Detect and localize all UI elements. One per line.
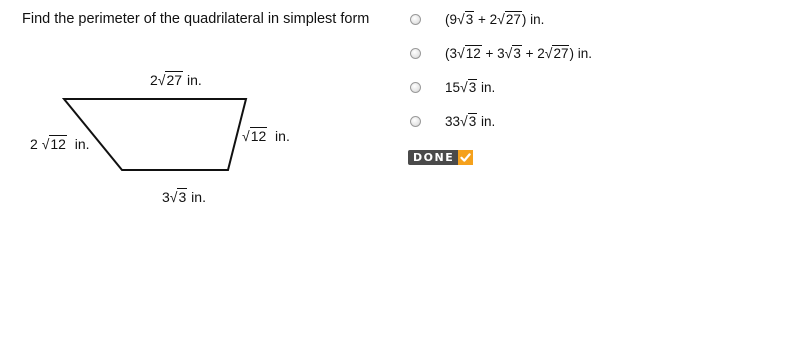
- top-side-label: 2√27 in.: [150, 72, 202, 88]
- bottom-side-label: 3√3 in.: [162, 189, 206, 205]
- right-side-label: √12 in.: [242, 128, 290, 144]
- quadrilateral-shape: [64, 99, 246, 170]
- answer-text-d: 33√3 in.: [445, 113, 496, 129]
- checkmark-icon: [458, 150, 473, 165]
- question-text: Find the perimeter of the quadrilateral in simplest form: [22, 11, 370, 27]
- radio-button-b[interactable]: [410, 48, 421, 59]
- left-side-label: 2 √12 in.: [30, 136, 90, 152]
- answer-text-c: 15√3 in.: [445, 79, 496, 95]
- answer-text-b: (3√12 + 3√3 + 2√27) in.: [445, 45, 592, 61]
- done-button[interactable]: [408, 150, 479, 165]
- radio-button-d[interactable]: [410, 116, 421, 127]
- radio-button-c[interactable]: [410, 82, 421, 93]
- radio-button-a[interactable]: [410, 14, 421, 25]
- done-button-label: DONE: [408, 150, 458, 165]
- answer-text-a: (9√3 + 2√27) in.: [445, 11, 545, 27]
